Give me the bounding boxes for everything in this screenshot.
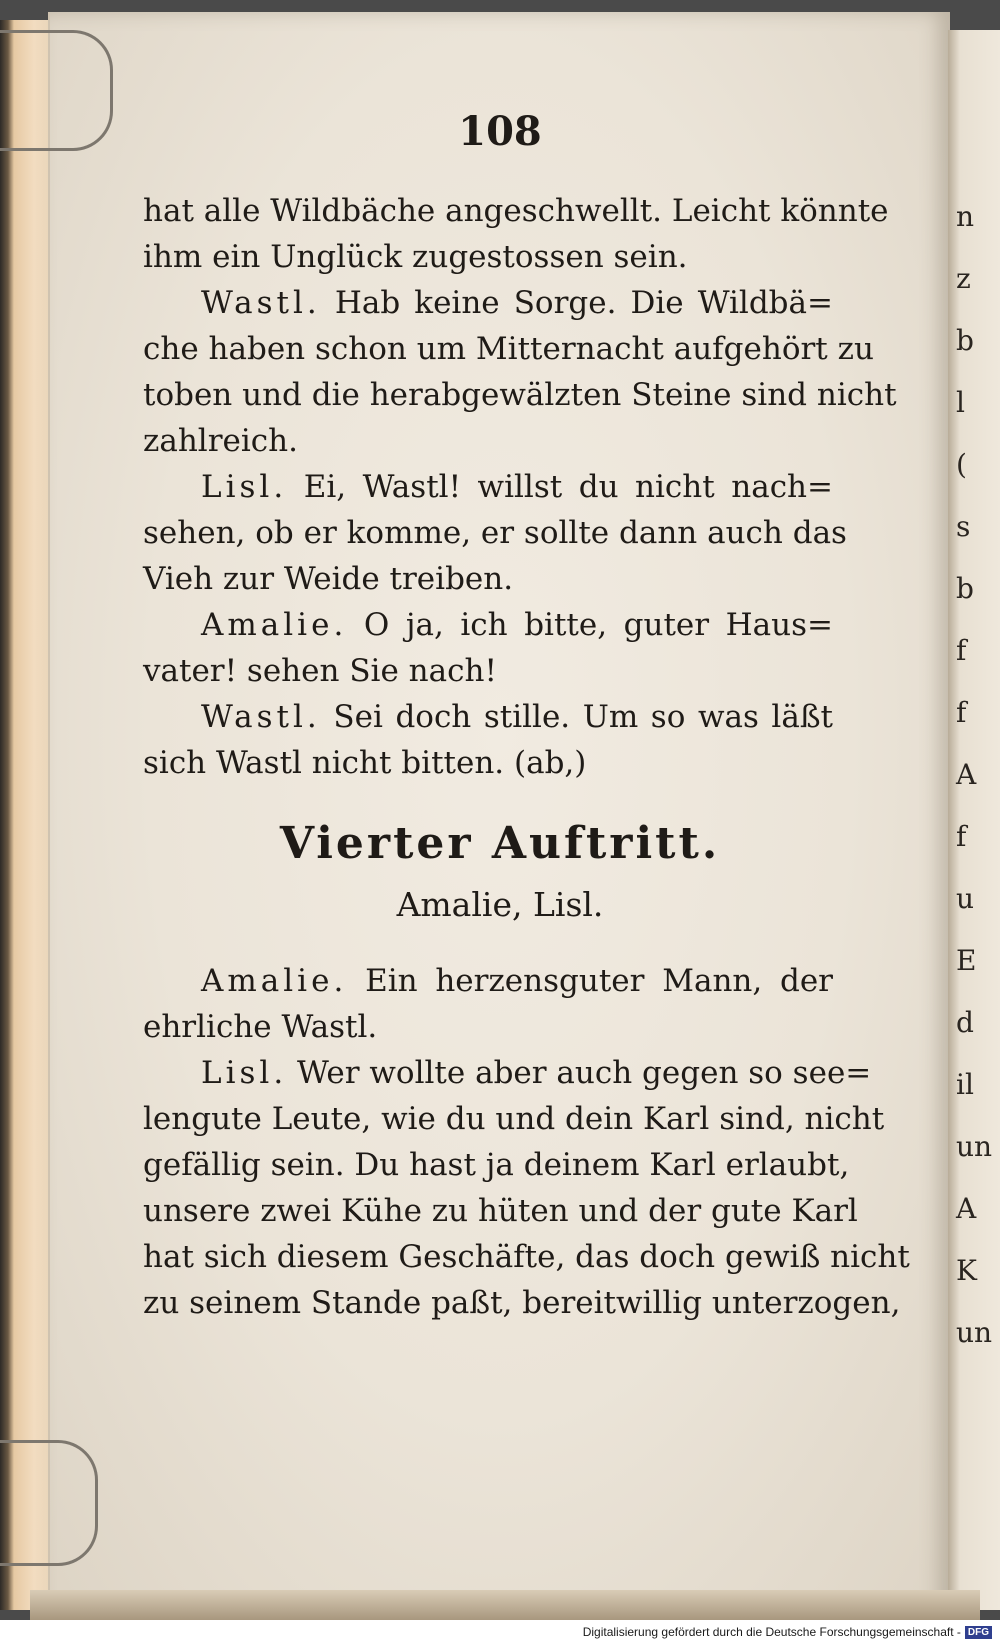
line-text: vater! sehen Sie nach! [143, 653, 497, 689]
scene-heading: Vierter Auftritt. [279, 818, 721, 869]
speaker-name: Lisl. [201, 469, 288, 505]
facing-page-fragment: b [956, 572, 974, 605]
facing-page-fragment: l [956, 386, 965, 419]
text-line [143, 648, 833, 694]
facing-page-fragment: K [956, 1254, 977, 1287]
line-text: lengute Leute, wie du und dein Karl sind, nicht [143, 1101, 885, 1137]
speaker-name: Amalie. [201, 607, 348, 643]
text-line [143, 740, 833, 786]
line-text: sehen, ob er komme, er sollte dann auch das [143, 515, 847, 551]
line-text: Ei, Wastl! willst du nicht nach= [303, 469, 833, 505]
line-text: Hab keine Sorge. Die Wildbä= [334, 285, 833, 321]
line-text: ehrliche Wastl. [143, 1009, 378, 1045]
text-line [143, 1050, 872, 1096]
facing-page-fragment: A [956, 1192, 977, 1225]
text-line [143, 1234, 910, 1280]
book-clip-bottom [0, 1440, 98, 1566]
line-text: hat sich diesem Geschäfte, das doch gewiß nicht [143, 1239, 910, 1275]
facing-page-fragment: f [956, 696, 967, 729]
speaker-name: Amalie. [201, 963, 348, 999]
facing-page-fragment: A [956, 758, 977, 791]
facing-page-fragment: f [956, 634, 967, 667]
line-text: Vieh zur Weide treiben. [143, 561, 514, 597]
facing-page-fragment: E [956, 944, 977, 977]
text-line [143, 1142, 850, 1188]
facing-page-fragment: u [956, 882, 975, 915]
line-text: Wer wollte aber auch gegen so see= [297, 1055, 872, 1091]
line-text: Ein herzensguter Mann, der [365, 963, 833, 999]
line-text: sich Wastl nicht bitten. (ab,) [143, 745, 587, 781]
text-line [143, 1188, 858, 1234]
line-text: ihm ein Unglück zugestossen sein. [143, 239, 688, 275]
line-text: zu seinem Stande paßt, bereitwillig unterzogen, [143, 1285, 901, 1321]
line-text: che haben schon um Mitternacht aufgehört zu [143, 331, 874, 367]
facing-page-fragment: un [956, 1316, 993, 1349]
text-line [143, 1280, 901, 1326]
text-line [143, 694, 833, 740]
text-line [143, 280, 833, 326]
line-text: hat alle Wildbäche angeschwellt. Leicht könnte [143, 193, 889, 229]
line-text: zahlreich. [143, 423, 298, 459]
text-line [143, 326, 874, 372]
text-line [143, 556, 833, 602]
line-text: Sei doch stille. Um so was läßt [333, 699, 833, 735]
text-line [143, 464, 833, 510]
facing-page-fragment: b [956, 324, 974, 357]
page-bottom-edge [30, 1590, 980, 1620]
facing-page-fragment: ( [956, 448, 967, 481]
text-line [143, 234, 833, 280]
page-number: 108 [458, 108, 542, 155]
text-line [143, 418, 833, 464]
line-text: gefällig sein. Du hast ja deinem Karl erlaubt, [143, 1147, 850, 1183]
line-text: unsere zwei Kühe zu hüten und der gute Karl [143, 1193, 858, 1229]
facing-page-fragment: s [956, 510, 971, 543]
speaker-name: Lisl. [201, 1055, 288, 1091]
speaker-name: Wastl. [201, 285, 321, 321]
digitization-credit [583, 1625, 992, 1639]
facing-page-fragment: d [956, 1006, 974, 1039]
text-line [143, 602, 833, 648]
text-line [143, 372, 897, 418]
scene-characters: Amalie, Lisl. [396, 885, 604, 924]
dfg-logo: DFG [965, 1626, 992, 1639]
line-text: toben und die herabgewälzten Steine sind nicht [143, 377, 897, 413]
text-line [143, 1096, 885, 1142]
facing-page-fragment: un [956, 1130, 993, 1163]
text-line [143, 188, 889, 234]
facing-page-fragment: il [956, 1068, 974, 1101]
credit-text: Digitalisierung gefördert durch die Deutsche Forschungsgemeinschaft - [582, 1625, 961, 1639]
line-text: O ja, ich bitte, guter Haus= [363, 607, 833, 643]
facing-page-fragment: n [956, 200, 975, 233]
text-line [143, 510, 847, 556]
facing-page-fragment: f [956, 820, 967, 853]
text-line [143, 1004, 833, 1050]
speaker-name: Wastl. [201, 699, 321, 735]
facing-page-fragment: z [956, 262, 971, 295]
text-line [143, 958, 833, 1004]
